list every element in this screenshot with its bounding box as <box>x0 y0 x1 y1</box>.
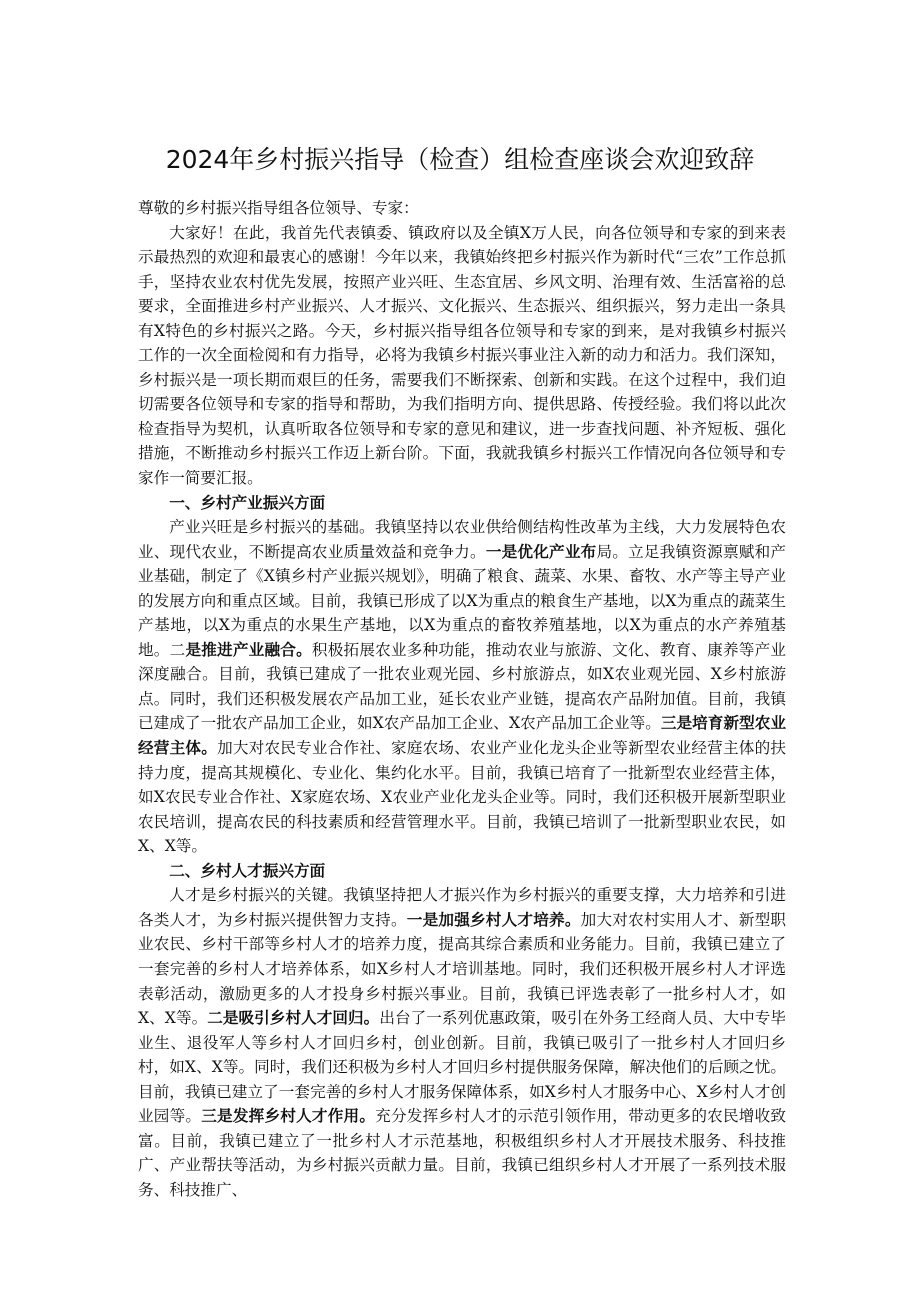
section-1-heading: 一、乡村产业振兴方面 <box>169 493 326 512</box>
section-1-paragraph <box>138 515 786 859</box>
section-1-text-2: 局。立足我镇资源禀赋和产业基础，制定了《X镇乡村产业振兴规划》，明确了粮食、蔬菜、水果、畜牧、水产等主导产业的发展方向和重点区域。目前，我镇已形成了以X为重点的粮食生产基地，以X为重点的蔬菜生产基地，以X为重点的水果生产基地，以X为重点的畜牧养殖基地，以X为重点的水产养殖基地。二 <box>138 542 786 659</box>
intro-paragraph: 大家好！在此，我首先代表镇委、镇政府以及全镇X万人民，向各位领导和专家的到来表示最热烈的欢迎和最衷心的感谢！今年以来，我镇始终把乡村振兴作为新时代“三农”工作总抓手，坚持农业农村优先发展，按照产业兴旺、生态宜居、乡风文明、治理有效、生活富裕的总要求，全面推进乡村产业振兴、人才振兴、文化振兴、生态振兴、组织振兴，努力走出一条具有X特色的乡村振兴之路。今天，乡村振兴指导组各位领导和专家的到来，是对我镇乡村振兴工作的一次全面检阅和有力指导，必将为我镇乡村振兴事业注入新的动力和活力。我们深知，乡村振兴是一项长期而艰巨的任务，需要我们不断探索、创新和实践。在这个过程中，我们迫切需要各位领导和专家的指导和帮助，为我们指明方向、提供思路、传授经验。我们将以此次检查指导为契机，认真听取各位领导和专家的意见和建议，进一步查找问题、补齐短板、强化措施，不断推动乡村振兴工作迈上新台阶。下面，我就我镇乡村振兴工作情况向各位领导和专家作一简要汇报。 <box>138 223 786 488</box>
section-2-bold-2: 二是吸引乡村人才回归。 <box>207 1009 380 1028</box>
section-2-text-3: 出台了一系列优惠政策，吸引在外务工经商人员、大中专毕业生、退役军人等乡村人才回归乡村，创业创新。目前，我镇已吸引了一批乡村人才回归乡村，如X、X等。同时，我们还积极为乡村人才回归乡村提供服务保障，解决他们的后顾之忧。目前，我镇已建立了一套完善的乡村人才服务保障体系，如X乡村人才服务中心、X乡村人才创业园等。 <box>138 1009 786 1126</box>
section-2-text-1: 人才是乡村振兴的关键。我镇坚持把人才振兴作为乡村振兴的重要支撑，大力培养和引进各类人才，为乡村振兴提供智力支持。 <box>138 886 786 929</box>
salutation: 尊敬的乡村振兴指导组各位领导、专家： <box>138 199 419 217</box>
section-1-text-4: 加大对农民专业合作社、家庭农场、农业产业化龙头企业等新型农业经营主体的扶持力度，提高其规模化、专业化、集约化水平。目前，我镇已培育了一批新型农业经营主体，如X农民专业合作社、X家庭农场、X农业产业化龙头企业等。同时，我们还积极开展新型职业农民培训，提高农民的科技素质和经营管理水平。目前，我镇已培训了一批新型职业农民，如X、X等。 <box>138 739 786 856</box>
section-2-bold-3: 三是发挥乡村人才作用。 <box>201 1107 376 1126</box>
section-2-paragraph <box>138 883 786 1202</box>
section-1-text-1: 产业兴旺是乡村振兴的基础。我镇坚持以农业供给侧结构性改革为主线，大力发展特色农业、现代农业，不断提高农业质量效益和竞争力。 <box>138 518 786 561</box>
section-2-text-2: 加大对农村实用人才、新型职业农民、乡村干部等乡村人才的培养力度，提高其综合素质和业务能力。目前，我镇已建立了一套完善的乡村人才培养体系，如X乡村人才培训基地。同时，我们还积极开展乡村人才评选表彰活动，激励更多的人才投身乡村振兴事业。目前，我镇已评选表彰了一批乡村人才，如X、X等。 <box>138 910 786 1028</box>
section-1-bold-3: 三是培育新型农业经营主体。 <box>138 714 786 758</box>
document-body <box>138 196 786 1202</box>
document-title: 2024年乡村振兴指导（检查）组检查座谈会欢迎致辞 <box>165 145 755 174</box>
section-1-bold-2: 是推进产业融合。 <box>185 640 312 659</box>
section-2-bold-1: 一是加强乡村人才培养。 <box>406 910 581 929</box>
section-2-heading: 二、乡村人才振兴方面 <box>169 861 326 880</box>
section-2-text-4: 充分发挥乡村人才的示范引领作用，带动更多的农民增收致富。目前，我镇已建立了一批乡村人才示范基地，积极组织乡村人才开展技术服务、科技推广、产业帮扶等活动，为乡村振兴贡献力量。目前，我镇已组织乡村人才开展了一系列技术服务、科技推广、 <box>138 1107 786 1199</box>
section-1-bold-1: 一是优化产业布 <box>485 542 597 561</box>
section-1-text-3: 积极拓展农业多种功能，推动农业与旅游、文化、教育、康养等产业深度融合。目前，我镇已建成了一批农业观光园、乡村旅游点，如X农业观光园、X乡村旅游点。同时，我们还积极发展农产品加工业，延长农业产业链，提高农产品附加值。目前，我镇已建成了一批农产品加工企业，如X农产品加工企业、X农产品加工企业等。 <box>138 640 786 733</box>
